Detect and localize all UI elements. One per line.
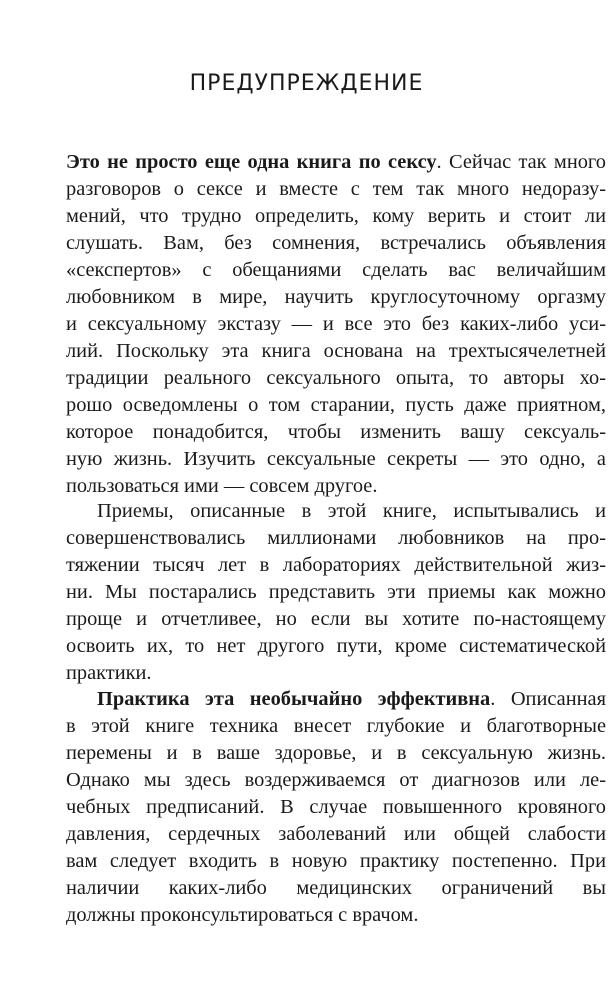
bold-lead-phrase: Практика эта необычайно эффективна [97, 688, 491, 710]
paragraph-line: в этой книге техника внесет глубокие и благотворные [66, 715, 606, 737]
line-text: . Описанная [490, 688, 606, 710]
paragraph-line: Однако мы здесь воздерживаемся от диагнозов или ле- [66, 769, 606, 791]
paragraph-line: слушать. Вам, без сомнения, встречались объявления [66, 232, 606, 254]
paragraph-line: и сексуальному экстазу — и все это без каких-либо уси- [66, 313, 606, 335]
paragraph-line: перемены и в ваше здоровье, и в сексуальную жизнь. [66, 742, 606, 764]
paragraph-1 [66, 149, 606, 500]
paragraph-line: совершенствовались миллионами любовников на про- [66, 527, 606, 549]
paragraph-line: любовником в мире, научить круглосуточному оргазму [66, 286, 606, 308]
paragraph-line: практики. [66, 662, 152, 684]
page-title: ПРЕДУПРЕЖДЕНИЕ [189, 71, 424, 96]
bold-lead-phrase: Это не просто еще одна книга по сексу [66, 151, 437, 173]
paragraph-line: лий. Поскольку эта книга основана на трехтысячелетней [66, 340, 606, 362]
paragraph-line: разговоров о сексе и вместе с тем так много недоразу- [66, 178, 606, 200]
paragraph-line: Приемы, описанные в этой книге, испытывались и [97, 500, 606, 522]
paragraph-line: «секспертов» с обещаниями сделать вас величайшим [66, 259, 606, 281]
paragraph-line: проще и отчетливее, но если вы хотите по-настоящему [66, 608, 606, 630]
paragraph-line: наличии каких-либо медицинских ограничений вы [66, 877, 606, 899]
paragraph-line: рошо осведомлены о том старании, пусть даже приятном, [66, 394, 606, 416]
paragraph-line: ни. Мы постарались представить эти приемы как можно [66, 581, 606, 603]
paragraph-line: мений, что трудно определить, кому верить и стоит ли [66, 205, 606, 227]
paragraph-line: освоить их, то нет другого пути, кроме систематической [66, 635, 606, 657]
paragraph-line: давления, сердечных заболеваний или общей слабости [66, 823, 606, 845]
paragraph-3 [66, 686, 606, 929]
paragraph-line: традиции реального сексуального опыта, то авторы хо- [66, 367, 606, 389]
paragraph-line [66, 686, 606, 713]
paragraph-2 [66, 498, 606, 687]
paragraph-line: пользоваться ими — совсем другое. [66, 475, 378, 497]
paragraph-line [66, 149, 606, 176]
paragraph-line: чебных предписаний. В случае повышенного кровяного [66, 796, 606, 818]
paragraph-line: которое понадобится, чтобы изменить вашу сексуаль- [66, 421, 606, 443]
paragraph-line: ную жизнь. Изучить сексуальные секреты — это одно, а [66, 448, 606, 470]
line-text: . Сейчас так много [436, 151, 606, 173]
paragraph-line: должны проконсультироваться с врачом. [66, 904, 419, 926]
paragraph-line: вам следует входить в новую практику постепенно. При [66, 850, 606, 872]
paragraph-line: тяжении тысяч лет в лабораториях действительной жиз- [66, 554, 606, 576]
